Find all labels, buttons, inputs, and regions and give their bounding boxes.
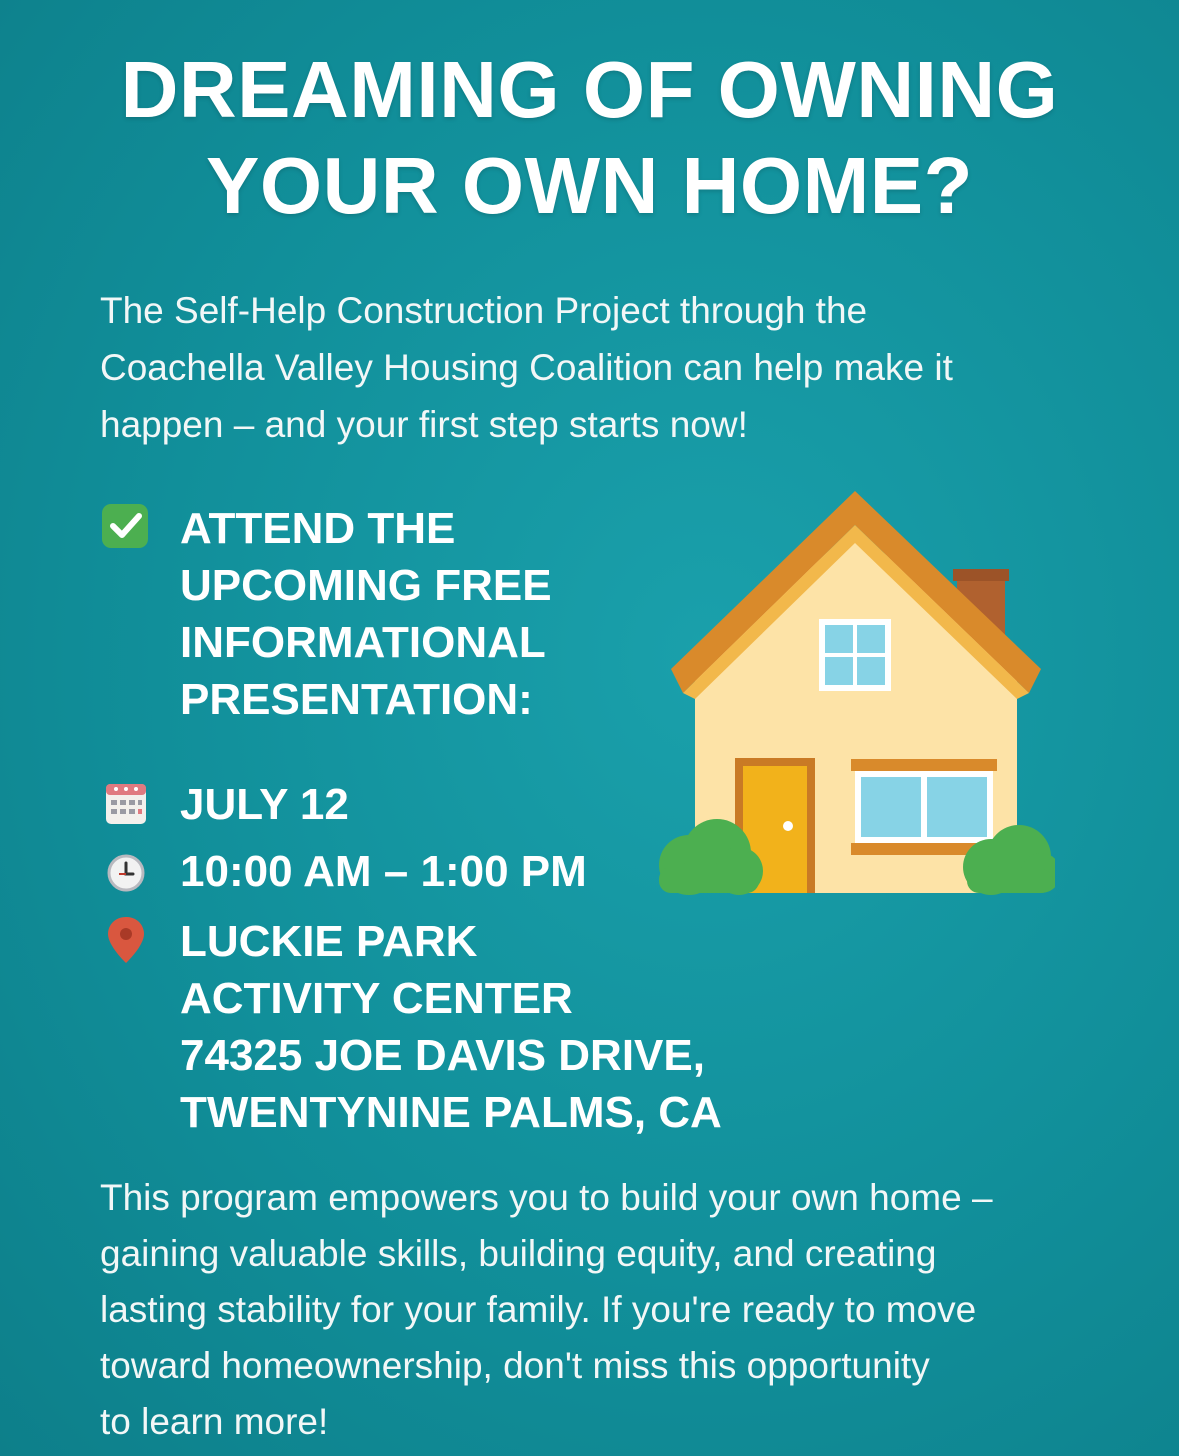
outro-line-3: lasting stability for your family. If you're ready to move [100, 1289, 977, 1330]
date-text: JULY 12 [180, 780, 349, 829]
outro-line-1: This program empowers you to build your own home – [100, 1177, 993, 1218]
attend-line-1: ATTEND THE [180, 504, 456, 553]
attend-item [100, 500, 552, 728]
intro-line-1: The Self-Help Construction Project through the [100, 290, 868, 331]
intro-line-2: Coachella Valley Housing Coalition can help make it [100, 347, 953, 388]
check-mark-icon [100, 500, 152, 552]
outro-line-5: to learn more! [100, 1401, 329, 1442]
outro-line-2: gaining valuable skills, building equity, and creating [100, 1233, 937, 1274]
headline-line-1: DREAMING OF OWNING [120, 45, 1059, 134]
house-illustration [655, 485, 1055, 905]
location-line-4: TWENTYNINE PALMS, CA [180, 1088, 722, 1137]
location-text [180, 913, 722, 1141]
calendar-icon [100, 776, 152, 828]
outro-paragraph [100, 1170, 1100, 1450]
clock-icon [100, 843, 152, 895]
attend-text [180, 500, 552, 728]
attend-line-2: UPCOMING FREE [180, 561, 552, 610]
headline [0, 42, 1179, 234]
location-pin-icon [100, 913, 152, 965]
attend-line-3: INFORMATIONAL [180, 618, 546, 667]
time-text: 10:00 AM – 1:00 PM [180, 847, 587, 896]
attend-line-4: PRESENTATION: [180, 675, 533, 724]
door-knob [783, 821, 793, 831]
intro-paragraph [100, 282, 1040, 453]
intro-line-3: happen – and your first step starts now! [100, 404, 748, 445]
headline-line-2: YOUR OWN HOME? [206, 141, 973, 230]
location-item [100, 913, 722, 1141]
outro-line-4: toward homeownership, don't miss this opportunity [100, 1345, 930, 1386]
location-line-1: LUCKIE PARK [180, 917, 478, 966]
location-line-2: ACTIVITY CENTER [180, 974, 573, 1023]
date-item [100, 776, 349, 833]
time-item [100, 843, 587, 900]
location-line-3: 74325 JOE DAVIS DRIVE, [180, 1031, 705, 1080]
